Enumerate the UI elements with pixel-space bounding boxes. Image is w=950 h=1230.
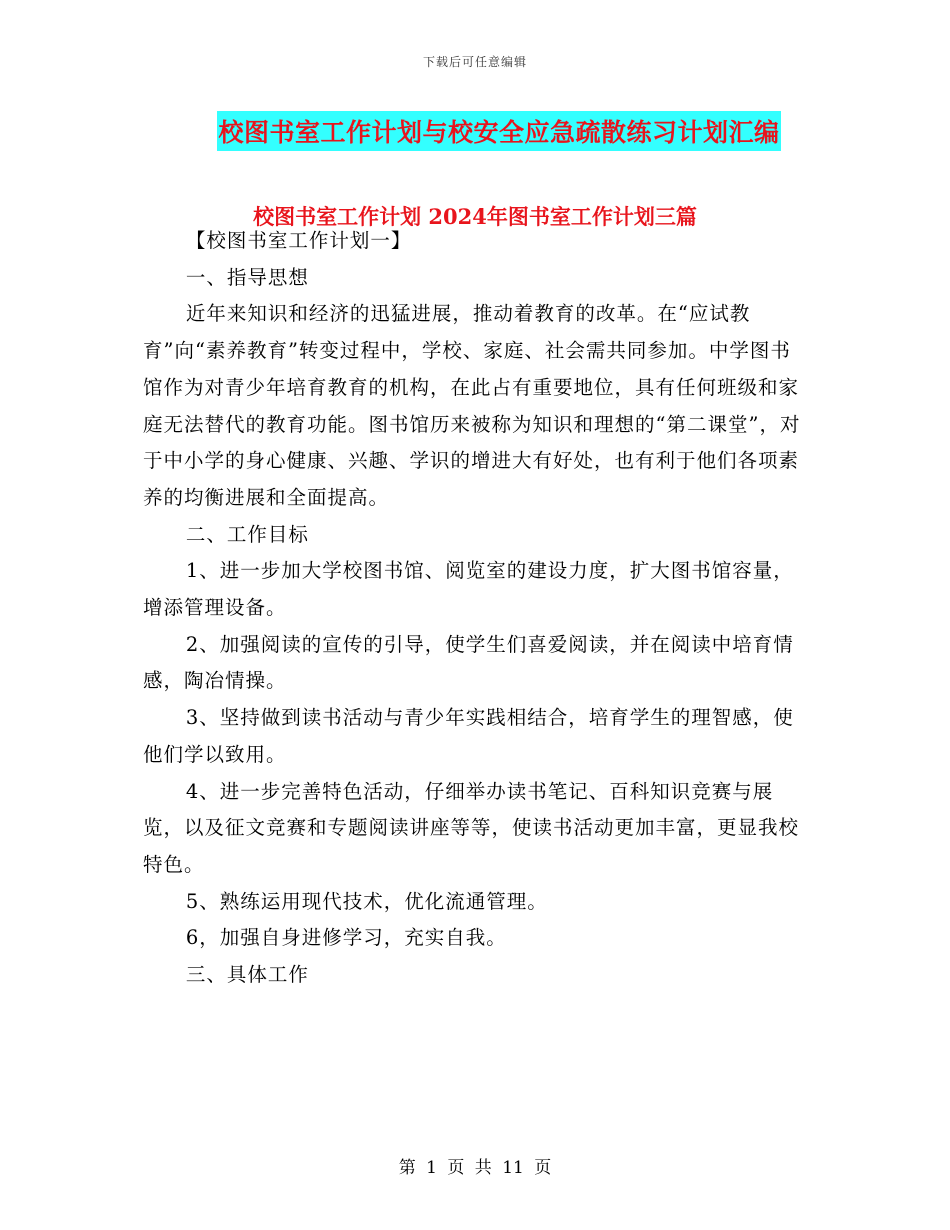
goal-item-4: 4、进一步完善特色活动，仔细举办读书笔记、百科知识竞赛与展览，以及征文竞赛和专题阅读讲座等等，使读书活动更加丰富，更显我校特色。: [143, 779, 800, 876]
section-heading-work-goals: 二、工作目标: [185, 522, 309, 546]
main-title-container: [0, 111, 950, 151]
goal-item-3: 3、坚持做到读书活动与青少年实践相结合，培育学生的理智感，使他们学以致用。: [143, 706, 794, 766]
goal-item-2: 2、加强阅读的宣传的引导，使学生们喜爱阅读，并在阅读中培育情感，陶冶情操。: [143, 632, 794, 693]
main-title: 校图书室工作计划与校安全应急疏散练习计划汇编: [217, 111, 780, 151]
document-body: [143, 223, 805, 994]
page-footer: 第 1 页 共 11 页: [398, 1158, 552, 1178]
section-heading-specific-work: 三、具体工作: [185, 963, 309, 987]
goal-item-5: 5、熟练运用现代技术，优化流通管理。: [185, 889, 548, 913]
goal-item-6: 6，加强自身进修学习，充实自我。: [185, 926, 507, 950]
section-heading-guiding-thought: 一、指导思想: [185, 265, 309, 289]
sub-title: 校图书室工作计划 2024年图书室工作计划三篇: [253, 204, 697, 229]
header-note: 下载后可任意编辑: [422, 55, 527, 69]
goal-item-1: 1、进一步加大学校图书馆、阅览室的建设力度，扩大图书馆容量，增添管理设备。: [143, 559, 794, 620]
section-heading-plan-one: 【校图书室工作计划一】: [185, 229, 412, 252]
paragraph-guiding-thought: 近年来知识和经济的迅猛进展，推动着教育的改革。在“应试教育”向“素养教育”转变过程中，学校、家庭、社会需共同参加。中学图书馆作为对青少年培育教育的机构，在此占有重要地位，具有任何班级和家庭无法替代的教育功能。图书馆历来被称为知识和理想的“第二课堂”，对于中小学的身心健康、兴趣、学识的增进大有好处，也有利于他们各项素养的均衡进展和全面提高。: [143, 302, 801, 509]
